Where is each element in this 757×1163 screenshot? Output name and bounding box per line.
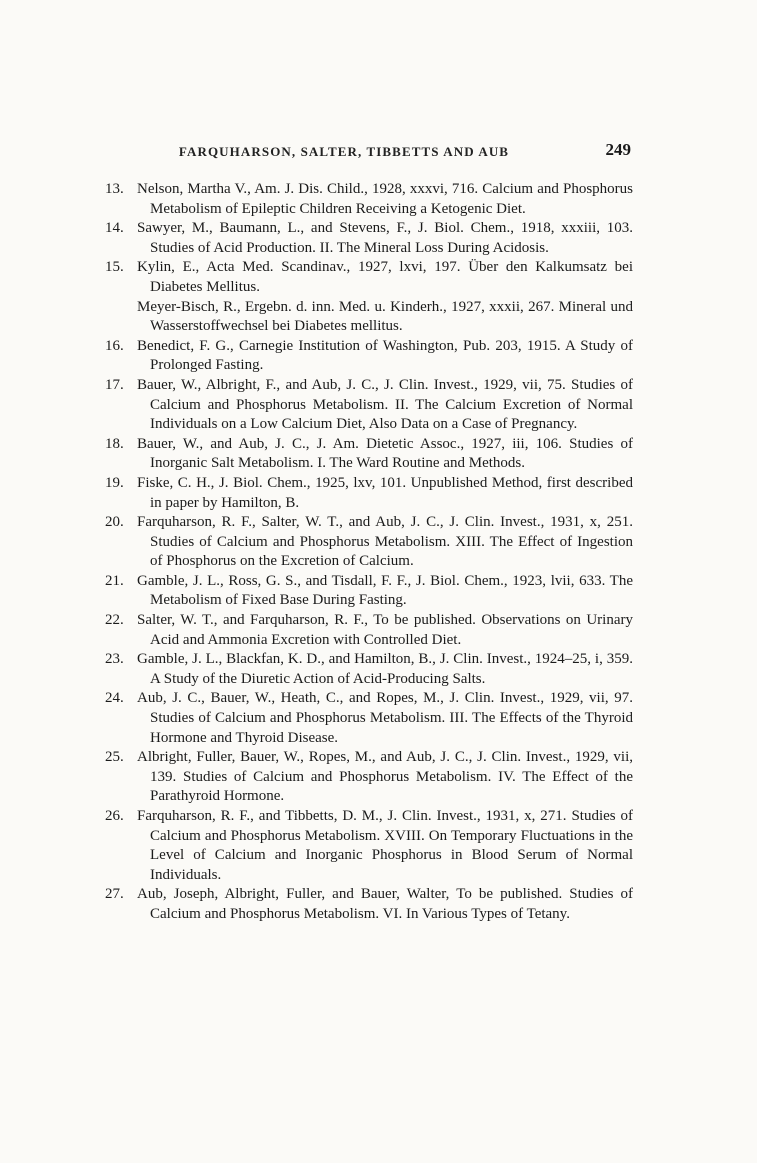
reference-text: Gamble, J. L., Blackfan, K. D., and Hamilton, B., J. Clin. Invest., 1924–25, i, 359. A Study of the Diuretic Action of Acid-Producing Salts. xyxy=(137,651,633,687)
reference-item xyxy=(105,219,633,258)
reference-number: 21. xyxy=(105,572,124,589)
reference-item xyxy=(105,258,633,297)
reference-item xyxy=(105,298,633,337)
reference-text: Aub, Joseph, Albright, Fuller, and Bauer, Walter, To be published. Studies of Calcium and Phosphorus Metabolism. VI. In Various Types of Tetany. xyxy=(137,886,633,922)
page-number: 249 xyxy=(605,140,631,159)
reference-number: 17. xyxy=(105,376,124,393)
running-title: FARQUHARSON, SALTER, TIBBETTS AND AUB xyxy=(178,144,510,159)
reference-list xyxy=(105,180,633,925)
reference-text: Farquharson, R. F., Salter, W. T., and Aub, J. C., J. Clin. Invest., 1931, x, 251. Studies of Calcium and Phosphorus Metabolism. XIII. The Effect of Ingestion of Phosphorus on the Excretion of Calcium. xyxy=(137,514,633,570)
reference-item xyxy=(105,513,633,572)
reference-item xyxy=(105,435,633,474)
reference-number: 16. xyxy=(105,337,124,354)
reference-item xyxy=(105,689,633,748)
reference-text: Salter, W. T., and Farquharson, R. F., To be published. Observations on Urinary Acid and Ammonia Excretion with Controlled Diet. xyxy=(137,612,633,648)
reference-number: 24. xyxy=(105,690,124,707)
reference-item xyxy=(105,807,633,885)
reference-number: 27. xyxy=(105,886,124,903)
reference-text: Nelson, Martha V., Am. J. Dis. Child., 1928, xxxvi, 716. Calcium and Phosphorus Metabolism of Epileptic Children Receiving a Ketogenic Diet. xyxy=(137,181,633,217)
reference-number: 22. xyxy=(105,612,124,629)
reference-number: 13. xyxy=(105,181,124,197)
reference-number: 15. xyxy=(105,259,124,276)
reference-item xyxy=(105,376,633,435)
reference-number: 26. xyxy=(105,808,124,824)
running-head xyxy=(105,140,633,166)
reference-text: Aub, J. C., Bauer, W., Heath, C., and Ropes, M., J. Clin. Invest., 1929, vii, 97. Studies of Calcium and Phosphorus Metabolism. III. The Effects of the Thyroid Hormone and Thyroid Disease. xyxy=(137,690,633,746)
reference-item xyxy=(105,572,633,611)
reference-item xyxy=(105,474,633,513)
reference-text: Kylin, E., Acta Med. Scandinav., 1927, lxvi, 197. Über den Kalkumsatz bei Diabetes Mellitus. xyxy=(137,259,633,295)
reference-text: Bauer, W., Albright, F., and Aub, J. C., J. Clin. Invest., 1929, vii, 75. Studies of Calcium and Phosphorus Metabolism. II. The Calcium Excretion of Normal Individuals on a Low Calcium Diet, Also Data on a Case of Pregnancy. xyxy=(137,376,633,433)
reference-number: 14. xyxy=(105,220,124,237)
reference-number: 18. xyxy=(105,435,124,452)
page-content xyxy=(105,140,633,925)
reference-item xyxy=(105,337,633,376)
reference-number: 25. xyxy=(105,749,124,766)
reference-text: Albright, Fuller, Bauer, W., Ropes, M., and Aub, J. C., J. Clin. Invest., 1929, vii, 139. Studies of Calcium and Phosphorus Metabolism. IV. The Effect of the Parathyroid Hormone. xyxy=(137,749,633,805)
reference-item xyxy=(105,180,633,219)
reference-text: Bauer, W., and Aub, J. C., J. Am. Dietetic Assoc., 1927, iii, 106. Studies of Inorganic Salt Metabolism. I. The Ward Routine and Methods. xyxy=(137,435,633,472)
reference-item xyxy=(105,611,633,650)
reference-text: Benedict, F. G., Carnegie Institution of Washington, Pub. 203, 1915. A Study of Prolonged Fasting. xyxy=(137,337,633,374)
reference-text: Fiske, C. H., J. Biol. Chem., 1925, lxv, 101. Unpublished Method, first described in paper by Hamilton, B. xyxy=(137,474,633,511)
reference-number: 20. xyxy=(105,514,124,531)
reference-text: Gamble, J. L., Ross, G. S., and Tisdall, F. F., J. Biol. Chem., 1923, lvii, 633. The Metabolism of Fixed Base During Fasting. xyxy=(137,572,633,609)
reference-item xyxy=(105,885,633,924)
reference-number: 19. xyxy=(105,474,124,491)
reference-text: Sawyer, M., Baumann, L., and Stevens, F., J. Biol. Chem., 1918, xxxiii, 103. Studies of Acid Production. II. The Mineral Loss During Acidosis. xyxy=(137,220,633,256)
reference-number: 23. xyxy=(105,651,124,668)
reference-text: Farquharson, R. F., and Tibbetts, D. M., J. Clin. Invest., 1931, x, 271. Studies of Calcium and Phosphorus Metabolism. XVIII. On Temporary Fluctuations in the Level of Calcium and Inorganic Phosphorus in Blood Serum of Normal Individuals. xyxy=(137,808,633,883)
reference-item xyxy=(105,650,633,689)
reference-text: Meyer-Bisch, R., Ergebn. d. inn. Med. u. Kinderh., 1927, xxxii, 267. Mineral und Wasserstoffwechsel bei Diabetes mellitus. xyxy=(137,298,633,335)
reference-item xyxy=(105,748,633,807)
